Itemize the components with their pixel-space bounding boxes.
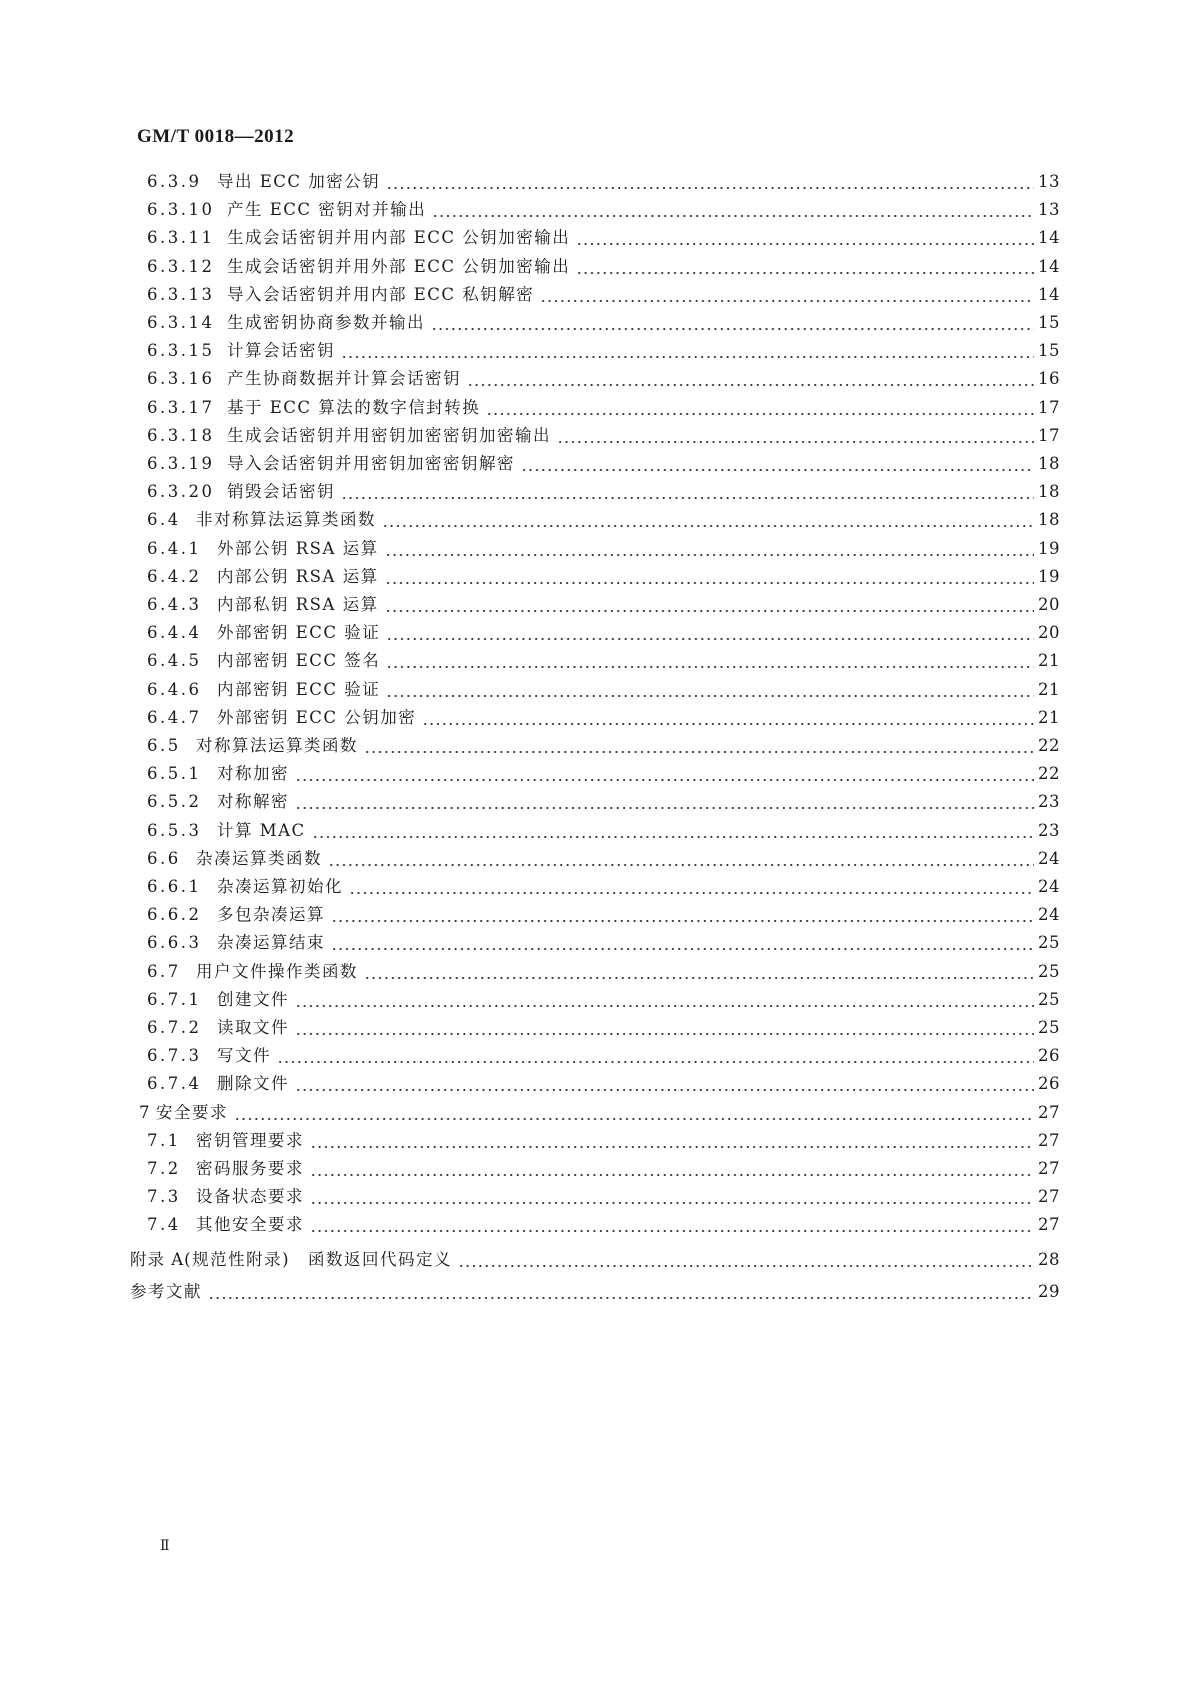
toc-dot-leader xyxy=(386,666,1034,668)
toc-entry-number: 6.7.3 xyxy=(147,1046,202,1066)
toc-entry-number: 6.4 xyxy=(147,510,181,530)
toc-dot-leader xyxy=(312,836,1034,838)
toc-entry-number: 6.5.1 xyxy=(147,764,202,784)
toc-entry-page: 13 xyxy=(1038,200,1060,220)
toc-entry-number: 7.4 xyxy=(147,1215,181,1235)
toc-entry-title: 杂凑运算初始化 xyxy=(217,877,343,896)
toc-entry-title: 导入会话密钥并用内部 ECC 私钥解密 xyxy=(227,284,535,304)
toc-entry-title: 内部密钥 ECC 签名 xyxy=(217,651,381,671)
toc-dot-leader xyxy=(521,469,1034,471)
toc-dot-leader xyxy=(295,1033,1034,1035)
toc-entry-title: 创建文件 xyxy=(217,989,289,1009)
toc-entry-page: 19 xyxy=(1038,566,1060,586)
toc-entry-page: 24 xyxy=(1038,848,1060,868)
toc-entry[interactable] xyxy=(147,283,1060,307)
toc-entry[interactable] xyxy=(130,1248,1060,1272)
toc-entry-page: 21 xyxy=(1038,651,1060,671)
toc-entry-number: 6.3.9 xyxy=(147,172,202,191)
toc-entry-number: 6.6 xyxy=(147,848,181,868)
toc-entry-page: 25 xyxy=(1038,1018,1060,1037)
toc-entry-page: 14 xyxy=(1038,228,1060,248)
toc-dot-leader xyxy=(331,920,1034,922)
toc-entry-title: 写文件 xyxy=(217,1046,271,1066)
toc-entry-page: 22 xyxy=(1038,764,1060,784)
toc-entry-title: 密码服务要求 xyxy=(196,1159,304,1178)
toc-entry-page: 13 xyxy=(1038,172,1060,191)
toc-entry-page: 17 xyxy=(1038,425,1060,445)
toc-entry[interactable] xyxy=(147,734,1060,758)
toc-entry-number: 6.4.2 xyxy=(147,566,202,586)
toc-entry-number: 7.3 xyxy=(147,1187,181,1207)
toc-entry-title: 密钥管理要求 xyxy=(196,1130,304,1150)
toc-entry-title: 杂凑运算类函数 xyxy=(196,848,322,868)
toc-entry[interactable] xyxy=(147,790,1060,814)
toc-dot-leader xyxy=(295,1005,1034,1007)
toc-entry-title: 外部密钥 ECC 验证 xyxy=(217,623,381,643)
toc-entry-number: 7.1 xyxy=(147,1130,181,1150)
toc-entry-number: 6.5.3 xyxy=(147,820,202,840)
toc-entry[interactable] xyxy=(147,875,1060,899)
toc-dot-leader xyxy=(467,384,1034,386)
toc-entry-page: 27 xyxy=(1038,1159,1060,1178)
toc-entry-title: 生成会话密钥并用内部 ECC 公钥加密输出 xyxy=(227,228,571,248)
toc-entry[interactable] xyxy=(147,847,1060,871)
toc-entry[interactable] xyxy=(147,339,1060,363)
toc-dot-leader xyxy=(486,413,1034,415)
toc-entry-page: 25 xyxy=(1038,933,1060,953)
toc-entry[interactable] xyxy=(147,1016,1060,1040)
toc-entry[interactable] xyxy=(147,762,1060,786)
toc-entry-page: 28 xyxy=(1038,1249,1060,1269)
toc-entry-page: 25 xyxy=(1038,989,1060,1009)
toc-entry[interactable] xyxy=(147,424,1060,448)
toc-dot-leader xyxy=(277,1061,1034,1063)
toc-dot-leader xyxy=(576,272,1034,274)
toc-dot-leader xyxy=(349,892,1034,894)
toc-dot-leader xyxy=(364,977,1034,979)
toc-entry-title: 计算 MAC xyxy=(217,820,306,840)
toc-entry-title: 杂凑运算结束 xyxy=(217,933,325,953)
toc-entry-page: 23 xyxy=(1038,792,1060,812)
toc-entry-number: 6.3.15 xyxy=(147,341,215,361)
toc-entry-number: 6.3.11 xyxy=(147,228,215,248)
toc-entry-number: 6.5.2 xyxy=(147,792,202,812)
toc-dot-leader xyxy=(295,807,1034,809)
toc-entry[interactable] xyxy=(147,649,1060,673)
toc-entry-page: 22 xyxy=(1038,736,1060,755)
toc-entry[interactable] xyxy=(147,311,1060,335)
toc-entry-number: 6.4.1 xyxy=(147,538,202,558)
toc-entry-title: 读取文件 xyxy=(217,1018,289,1037)
toc-entry-number: 6.7 xyxy=(147,961,181,981)
toc-entry-number: 6.3.17 xyxy=(147,397,215,417)
toc-entry-title: 生成密钥协商参数并输出 xyxy=(227,313,425,332)
toc-entry[interactable] xyxy=(147,1072,1060,1096)
toc-entry-title: 产生 ECC 密钥对并输出 xyxy=(227,200,427,220)
toc-entry-title: 多包杂凑运算 xyxy=(217,905,325,925)
toc-dot-leader xyxy=(310,1174,1034,1176)
toc-entry-page: 27 xyxy=(1038,1102,1060,1122)
toc-entry[interactable] xyxy=(147,452,1060,476)
toc-entry-page: 21 xyxy=(1038,679,1060,699)
toc-entry-page: 24 xyxy=(1038,905,1060,925)
toc-entry-title: 删除文件 xyxy=(217,1074,289,1094)
toc-entry[interactable] xyxy=(147,819,1060,843)
toc-entry[interactable] xyxy=(147,1213,1060,1237)
toc-entry-page: 21 xyxy=(1038,707,1060,727)
toc-entry-number: 6.3.14 xyxy=(147,313,215,332)
toc-entry-page: 27 xyxy=(1038,1215,1060,1235)
toc-entry[interactable] xyxy=(147,396,1060,420)
toc-entry-page: 18 xyxy=(1038,454,1060,473)
toc-entry[interactable] xyxy=(147,255,1060,279)
toc-entry[interactable] xyxy=(147,480,1060,504)
toc-entry-page: 17 xyxy=(1038,397,1060,417)
toc-entry-title: 参考文献 xyxy=(130,1281,202,1301)
toc-entry-number: 6.4.5 xyxy=(147,651,202,671)
toc-entry[interactable] xyxy=(147,678,1060,702)
toc-entry[interactable] xyxy=(147,903,1060,927)
toc-entry-title: 销毁会话密钥 xyxy=(227,482,335,502)
toc-entry-number: 6.6.2 xyxy=(147,905,202,925)
toc-entry-title: 内部密钥 ECC 验证 xyxy=(217,679,381,699)
toc-dot-leader xyxy=(385,554,1034,556)
toc-entry-number: 6.3.10 xyxy=(147,200,215,220)
toc-entry-number: 6.4.6 xyxy=(147,679,202,699)
toc-dot-leader xyxy=(234,1118,1034,1120)
toc-entry-title: 对称解密 xyxy=(217,792,289,812)
toc-entry-number: 6.3.19 xyxy=(147,454,215,473)
toc-entry-title: 生成会话密钥并用密钥加密密钥加密输出 xyxy=(227,425,551,445)
toc-entry-title: 内部公钥 RSA 运算 xyxy=(217,566,379,586)
toc-dot-leader xyxy=(557,441,1034,443)
toc-entry-page: 15 xyxy=(1038,341,1060,361)
toc-entry-number: 6.4.4 xyxy=(147,623,202,643)
toc-entry-page: 23 xyxy=(1038,820,1060,840)
toc-entry-number: 6.4.3 xyxy=(147,595,202,614)
toc-entry-title: 对称加密 xyxy=(217,764,289,784)
toc-dot-leader xyxy=(576,243,1034,245)
toc-entry-page: 18 xyxy=(1038,482,1060,502)
toc-entry-number: 6.7.1 xyxy=(147,989,202,1009)
toc-entry-page: 24 xyxy=(1038,877,1060,896)
toc-entry-number: 6.3.12 xyxy=(147,256,215,276)
toc-dot-leader xyxy=(385,610,1034,612)
toc-entry-title: 生成会话密钥并用外部 ECC 公钥加密输出 xyxy=(227,256,571,276)
toc-entry-number: 7.2 xyxy=(147,1159,181,1178)
toc-dot-leader xyxy=(386,187,1034,189)
toc-entry-title: 外部密钥 ECC 公钥加密 xyxy=(217,707,417,727)
toc-entry-number: 6.3.18 xyxy=(147,425,215,445)
toc-entry-number: 附录 A xyxy=(130,1249,185,1269)
toc-entry-number: 6.6.1 xyxy=(147,877,202,896)
toc-entry[interactable] xyxy=(147,367,1060,391)
toc-entry[interactable] xyxy=(147,1044,1060,1068)
toc-entry-page: 27 xyxy=(1038,1187,1060,1207)
toc-entry-title: 外部公钥 RSA 运算 xyxy=(217,538,379,558)
toc-dot-leader xyxy=(310,1230,1034,1232)
toc-dot-leader xyxy=(432,215,1034,217)
toc-entry[interactable] xyxy=(147,226,1060,250)
toc-entry-number: 6.5 xyxy=(147,736,181,755)
toc-entry-page: 14 xyxy=(1038,284,1060,304)
toc-dot-leader xyxy=(331,948,1034,950)
toc-dot-leader xyxy=(382,525,1034,527)
toc-entry[interactable] xyxy=(147,508,1060,532)
toc-entry-title: 导出 ECC 加密公钥 xyxy=(217,172,381,191)
toc-dot-leader xyxy=(540,300,1034,302)
toc-entry-title: 计算会话密钥 xyxy=(227,341,335,361)
toc-entry[interactable] xyxy=(147,931,1060,955)
toc-entry-title: 内部私钥 RSA 运算 xyxy=(217,595,379,614)
toc-dot-leader xyxy=(364,751,1034,753)
toc-entry-number: 6.3.13 xyxy=(147,284,215,304)
toc-entry-page: 25 xyxy=(1038,961,1060,981)
toc-entry[interactable] xyxy=(147,537,1060,561)
toc-entry-number: 6.3.20 xyxy=(147,482,215,502)
toc-entry-title: 用户文件操作类函数 xyxy=(196,961,358,981)
page-number: Ⅱ xyxy=(160,1538,170,1554)
toc-dot-leader xyxy=(422,723,1034,725)
toc-entry-number: 6.3.16 xyxy=(147,369,215,389)
toc-entry-page: 15 xyxy=(1038,313,1060,332)
toc-entry[interactable] xyxy=(147,1185,1060,1209)
toc-dot-leader xyxy=(431,328,1034,330)
toc-entry-page: 16 xyxy=(1038,369,1060,389)
toc-entry-page: 20 xyxy=(1038,595,1060,614)
toc-entry-title: 产生协商数据并计算会话密钥 xyxy=(227,369,461,389)
toc-dot-leader xyxy=(386,638,1034,640)
toc-entry[interactable] xyxy=(130,1280,1060,1304)
toc-dot-leader xyxy=(208,1297,1034,1299)
toc-dot-leader xyxy=(386,695,1034,697)
toc-dot-leader xyxy=(295,1089,1034,1091)
toc-entry-page: 27 xyxy=(1038,1130,1060,1150)
toc-entry-number: 7 xyxy=(139,1102,152,1122)
toc-entry-page: 20 xyxy=(1038,623,1060,643)
toc-entry-title: 安全要求 xyxy=(156,1102,228,1122)
toc-entry-title: 设备状态要求 xyxy=(196,1187,304,1207)
toc-entry-page: 29 xyxy=(1038,1281,1060,1301)
toc-entry[interactable] xyxy=(147,1157,1060,1181)
toc-entry-number: 6.4.7 xyxy=(147,707,202,727)
toc-entry[interactable] xyxy=(147,960,1060,984)
toc-entry[interactable] xyxy=(147,1129,1060,1153)
document-code: GM/T 0018—2012 xyxy=(137,126,295,147)
toc-dot-leader xyxy=(310,1202,1034,1204)
toc-entry-number: 6.7.2 xyxy=(147,1018,202,1037)
toc-entry-page: 26 xyxy=(1038,1074,1060,1094)
toc-dot-leader xyxy=(341,356,1034,358)
toc-entry-number: 6.6.3 xyxy=(147,933,202,953)
toc-entry[interactable] xyxy=(147,706,1060,730)
toc-entry-title: 对称算法运算类函数 xyxy=(196,736,358,755)
toc-dot-leader xyxy=(341,497,1034,499)
toc-entry-title: 基于 ECC 算法的数字信封转换 xyxy=(227,397,481,417)
toc-entry[interactable] xyxy=(147,565,1060,589)
toc-entry[interactable] xyxy=(139,1101,1060,1125)
toc-entry-page: 26 xyxy=(1038,1046,1060,1066)
toc-entry[interactable] xyxy=(147,198,1060,222)
toc-dot-leader xyxy=(310,1146,1034,1148)
toc-dot-leader xyxy=(328,864,1034,866)
toc-entry-number: 6.7.4 xyxy=(147,1074,202,1094)
toc-dot-leader xyxy=(295,779,1034,781)
toc-entry[interactable] xyxy=(147,170,1060,194)
toc-entry-title: (规范性附录) 函数返回代码定义 xyxy=(184,1249,453,1269)
toc-entry[interactable] xyxy=(147,593,1060,617)
toc-entry-title: 非对称算法运算类函数 xyxy=(196,510,376,530)
toc-entry-title: 其他安全要求 xyxy=(196,1215,304,1235)
toc-dot-leader xyxy=(385,582,1034,584)
toc-entry[interactable] xyxy=(147,621,1060,645)
toc-entry-title: 导入会话密钥并用密钥加密密钥解密 xyxy=(227,454,515,473)
toc-entry-page: 14 xyxy=(1038,256,1060,276)
toc-entry-page: 19 xyxy=(1038,538,1060,558)
toc-entry[interactable] xyxy=(147,988,1060,1012)
toc-entry-page: 18 xyxy=(1038,510,1060,530)
toc-dot-leader xyxy=(458,1265,1034,1267)
